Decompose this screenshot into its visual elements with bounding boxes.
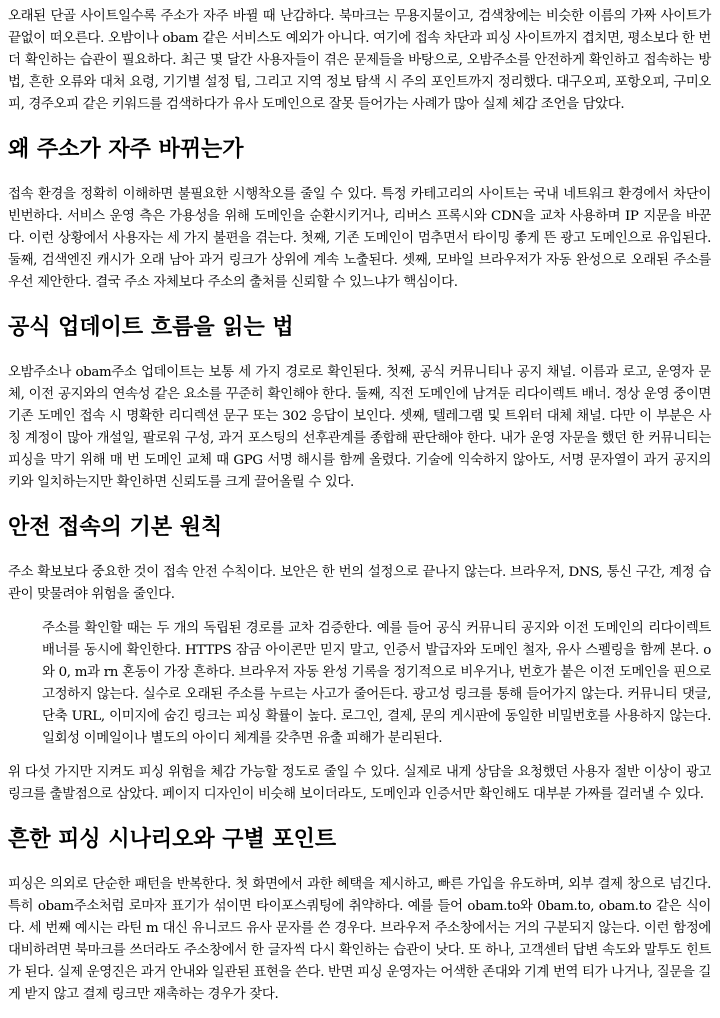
intro-paragraph: 오래된 단골 사이트일수록 주소가 자주 바뀔 때 난감하다. 북마크는 무용지물이고, 검색창에는 비슷한 이름의 가짜 사이트가 끝없이 떠오른다. 오밤이나 obam 같은 서비스도 예외가 아니다. 여기에 접속 차단과 피싱 사이트까지 겹치면, 평소보다 한 번 더 확인하는 습관이 필요하다. 최근 몇 달간 사용자들이 겪은 문제들을 바탕으로, 오밤주소를 안전하게 확인하고 접속하는 방법, 흔한 오류와 대처 요령, 기기별 설정 팁, 그리고 지역 정보 탐색 시 주의 포인트까지 정리했다. 대구오피, 포항오피, 구미오피, 경주오피 같은 키워드를 검색하다가 유사 도메인으로 잘못 들어가는 사례가 많아 실제 체감 조언을 담았다. xyxy=(8,9,711,112)
section-paragraph: 접속 환경을 정확히 이해하면 불필요한 시행착오를 줄일 수 있다. 특정 카테고리의 사이트는 국내 네트워크 환경에서 차단이 빈번하다. 서비스 운영 측은 가용성을 위해 도메인을 순환시키거나, 리버스 프록시와 CDN을 교차 사용하며 IP 지문을 바꾼다. 이런 상황에서 사용자는 세 가지 불편을 겪는다. 첫째, 기존 도메인이 멈추면서 타이밍 좋게 뜬 광고 도메인으로 유입된다. 둘째, 검색엔진 캐시가 오래 남아 과거 링크가 상위에 계속 노출된다. 셋째, 모바일 브라우저가 자동 완성으로 오래된 주소를 우선 제안한다. 결국 주소 자체보다 주소의 출처를 신뢰할 수 있느냐가 핵심이다. xyxy=(8,187,711,290)
section-paragraph: 주소 확보보다 중요한 것이 접속 안전 수칙이다. 보안은 한 번의 설정으로 끝나지 않는다. 브라우저, DNS, 통신 구간, 계정 습관이 맞물려야 위험을 줄인다. xyxy=(8,565,711,602)
quote-paragraph: 주소를 확인할 때는 두 개의 독립된 경로를 교차 검증한다. 예를 들어 공식 커뮤니티 공지와 이전 도메인의 리다이렉트 배너를 동시에 확인한다. HTTPS 잠금 아이콘만 믿지 말고, 인증서 발급자와 도메인 철자, 유사 스펠링을 함께 본다. o와 0, m과 rn 혼동이 가장 흔하다. 브라우저 자동 완성 기록을 정기적으로 비우거나, 번호가 붙은 이전 도메인을 핀으로 고정하지 않는다. 실수로 오래된 주소를 누르는 사고가 줄어든다. 광고성 링크를 통해 들어가지 않는다. 커뮤니티 댓글, 단축 URL, 이미지에 숨긴 링크는 피싱 확률이 높다. 로그인, 결제, 문의 게시판에 동일한 비밀번호를 사용하지 않는다. 일회성 이메일이나 별도의 아이디 체계를 갖추면 유출 피해가 분리된다. xyxy=(42,621,711,746)
section-paragraph: 위 다섯 가지만 지켜도 피싱 위험을 체감 가능할 정도로 줄일 수 있다. 실제로 내게 상담을 요청했던 사용자 절반 이상이 광고 링크를 출발점으로 삼았다. 페이지 디자인이 비슷해 보이더라도, 도메인과 인증서만 확인해도 대부분 가짜를 걸러낼 수 있다. xyxy=(8,765,711,802)
section-heading-phishing-scenarios: 흔한 피싱 시나리오와 구별 포인트 xyxy=(8,827,337,852)
section-paragraph: 피싱은 의외로 단순한 패턴을 반복한다. 첫 화면에서 과한 혜택을 제시하고, 빠른 가입을 유도하며, 외부 결제 창으로 넘긴다. 특히 obam주소처럼 로마자 표기가 섞이면 타이포스쿼팅에 취약하다. 예를 들어 obam.to와 0bam.to, obаm.to 같은 식이다. 세 번째 예시는 라틴 m 대신 유니코드 유사 문자를 쓴 경우다. 브라우저 주소창에서는 거의 구분되지 않는다. 이런 함정에 대비하려면 북마크를 쓰더라도 주소창에서 한 글자씩 다시 확인하는 습관이 낫다. 또 하나, 고객센터 답변 속도와 말투도 힌트가 된다. 실제 운영진은 과거 안내와 일관된 표현을 쓴다. 반면 피싱 운영자는 어색한 존대와 기계 번역 티가 나거나, 질문을 길게 받지 않고 결제 링크만 재촉하는 경우가 잦다. xyxy=(8,877,711,1002)
section-heading-official-updates: 공식 업데이트 흐름을 읽는 법 xyxy=(8,315,294,340)
safety-tips-quote xyxy=(42,618,711,750)
section-paragraph: 오밤주소나 obam주소 업데이트는 보통 세 가지 경로로 확인된다. 첫째, 공식 커뮤니티나 공지 채널. 이름과 로고, 운영자 문체, 이전 공지와의 연속성 같은 요소를 꾸준히 확인해야 한다. 둘째, 직전 도메인에 남겨둔 리다이렉트 배너. 정상 운영 중이면 기존 도메인 접속 시 명확한 리디렉션 문구 또는 302 응답이 보인다. 셋째, 텔레그램 및 트위터 대체 채널. 다만 이 부분은 사칭 계정이 많아 개설일, 팔로워 구성, 과거 포스팅의 선후관계를 종합해 판단해야 한다. 내가 운영 자문을 했던 한 커뮤니티는 피싱을 막기 위해 매 번 도메인 교체 때 GPG 서명 해시를 함께 올렸다. 기술에 익숙하지 않아도, 서명 문자열이 과거 공지의 키와 일치하는지만 확인하면 신뢰도를 크게 끌어올릴 수 있다. xyxy=(8,365,712,490)
section-heading-why-address-changes: 왜 주소가 자주 바뀌는가 xyxy=(8,137,244,162)
section-heading-safe-access: 안전 접속의 기본 원칙 xyxy=(8,515,223,540)
